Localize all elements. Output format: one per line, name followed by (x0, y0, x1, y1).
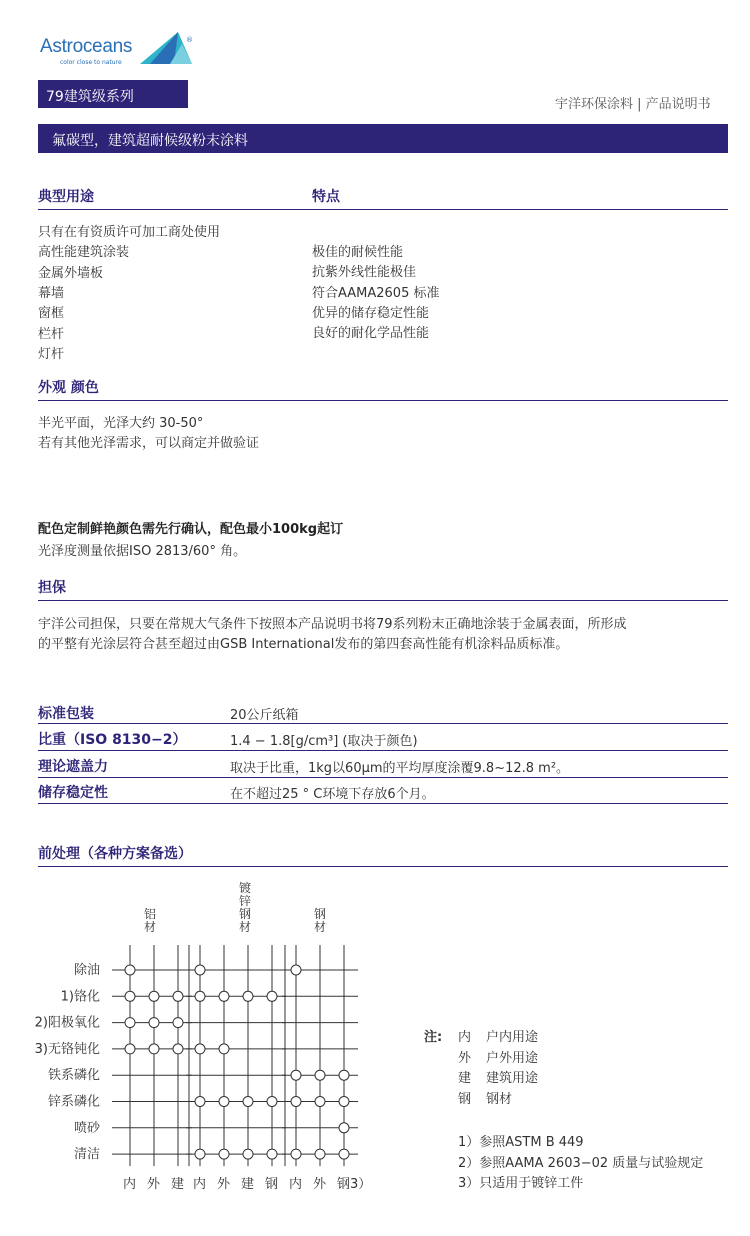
pretreatment-row-label: 喷砂 (73, 1120, 100, 1136)
treatment-mark (149, 1044, 159, 1054)
treatment-mark (173, 991, 183, 1001)
brand-name: Astroceans (40, 36, 133, 57)
material-header: 材 (238, 920, 252, 934)
treatment-mark (125, 1018, 135, 1028)
typical-use-item: 栏杆 (38, 326, 65, 342)
typical-use-item: 金属外墙板 (38, 265, 104, 281)
treatment-mark (195, 1097, 205, 1107)
treatment-mark (339, 1149, 349, 1159)
reference-item: 3）只适用于镀锌工件 (458, 1176, 584, 1191)
treatment-mark (291, 1070, 301, 1080)
appearance-line-2: 若有其他光泽需求，可以商定并做验证 (38, 436, 260, 451)
warranty-line-1: 宇洋公司担保，只要在常规大气条件下按照本产品说明书将79系列粉末正确地涂装于金属表面，所形成 (38, 617, 627, 632)
appearance-heading: 外观 颜色 (38, 380, 99, 396)
feature-item: 抗紫外线性能极佳 (312, 265, 417, 281)
legend-abbr: 外 (458, 1050, 472, 1066)
pretreatment-column-label: 建 (241, 1177, 255, 1193)
material-header: 钢 (313, 907, 327, 921)
treatment-mark (195, 991, 205, 1001)
legend-desc: 建筑用途 (486, 1071, 539, 1086)
series-badge (38, 80, 188, 108)
treatment-mark (219, 1097, 229, 1107)
treatment-mark (291, 965, 301, 975)
treatment-mark (149, 991, 159, 1001)
treatment-mark (315, 1149, 325, 1159)
feature-item: 良好的耐化学品性能 (312, 326, 430, 342)
notes-label: 注: (424, 1030, 443, 1045)
treatment-mark (173, 1018, 183, 1028)
treatment-mark (173, 1044, 183, 1054)
product-title: 氟碳型，建筑超耐候级粉末涂料 (52, 133, 248, 149)
pretreatment-row-label: 锌系磷化 (47, 1094, 100, 1110)
pretreatment-column-label: 钢 (265, 1177, 279, 1193)
typical-use-item: 灯杆 (38, 346, 65, 362)
pretreatment-column-label: 内 (123, 1177, 137, 1193)
pretreatment-row-label: 2)阳极氧化 (34, 1015, 100, 1031)
treatment-mark (243, 1149, 253, 1159)
features-heading: 特点 (312, 189, 340, 205)
treatment-mark (219, 1044, 229, 1054)
material-header: 锌 (238, 894, 252, 908)
legend-desc: 钢材 (486, 1091, 513, 1107)
treatment-mark (291, 1149, 301, 1159)
brand-logo (40, 30, 200, 70)
pretreatment-row-label: 3)无铬钝化 (34, 1041, 100, 1057)
brand-tagline: color close to nature (60, 59, 122, 66)
company-doc-label: 宇洋环保涂料 | 产品说明书 (555, 97, 711, 112)
pretreatment-column-label: 内 (193, 1177, 207, 1193)
legend-abbr: 内 (458, 1030, 472, 1045)
pretreatment-column-label: 建 (171, 1177, 185, 1193)
spec-value-coverage: 取决于比重，1kg以60μm的平均厚度涂覆9.8~12.8 m²。 (230, 761, 570, 776)
feature-item: 符合AAMA2605 标准 (312, 285, 440, 301)
material-header: 钢 (238, 907, 252, 921)
treatment-mark (339, 1097, 349, 1107)
treatment-mark (125, 1044, 135, 1054)
material-header: 铝 (143, 907, 157, 921)
feature-item: 优异的储存稳定性能 (312, 305, 430, 321)
material-header: 镀 (238, 881, 252, 895)
pretreatment-row-label: 铁系磷化 (47, 1068, 100, 1084)
treatment-mark (267, 1097, 277, 1107)
treatment-mark (243, 1097, 253, 1107)
pretreatment-matrix (0, 880, 420, 1200)
warranty-heading: 担保 (38, 580, 66, 596)
treatment-mark (315, 1070, 325, 1080)
legend-abbr: 钢 (458, 1091, 472, 1107)
legend-desc: 户内用途 (486, 1030, 539, 1045)
spec-key-coverage: 理论遮盖力 (38, 759, 108, 775)
logo-mark-icon (140, 30, 192, 66)
spec-key-density: 比重（ISO 8130−2） (38, 732, 187, 748)
pretreatment-column-label: 内 (289, 1177, 303, 1193)
treatment-mark (219, 1149, 229, 1159)
treatment-mark (195, 1044, 205, 1054)
legend-abbr: 建 (458, 1071, 472, 1086)
gloss-measure-note: 光泽度测量依据ISO 2813/60° 角。 (38, 544, 247, 559)
pretreatment-column-label: 外 (147, 1177, 161, 1193)
treatment-mark (267, 991, 277, 1001)
treatment-mark (339, 1123, 349, 1133)
spec-key-packaging: 标准包装 (38, 706, 94, 722)
spec-value-packaging: 20公斤纸箱 (230, 708, 299, 723)
material-header: 材 (143, 920, 157, 934)
appearance-line-1: 半光平面，光泽大约 30-50° (38, 416, 204, 431)
reference-item: 2）参照AAMA 2603−02 质量与试验规定 (458, 1155, 704, 1171)
pretreatment-column-label: 钢3） (337, 1177, 372, 1193)
treatment-mark (125, 991, 135, 1001)
treatment-mark (339, 1070, 349, 1080)
pretreatment-row-label: 清洁 (73, 1147, 100, 1163)
typical-use-item: 高性能建筑涂装 (38, 245, 130, 261)
legend-desc: 户外用途 (486, 1050, 539, 1066)
treatment-mark (195, 1149, 205, 1159)
registered-mark: ® (186, 36, 193, 44)
material-header: 材 (313, 920, 327, 934)
treatment-mark (291, 1097, 301, 1107)
product-title-bar (38, 124, 728, 153)
treatment-mark (219, 991, 229, 1001)
feature-item: 极佳的耐候性能 (312, 245, 404, 260)
reference-item: 1）参照ASTM B 449 (458, 1135, 584, 1150)
typical-use-heading: 典型用途 (38, 189, 94, 205)
typical-use-item: 幕墙 (38, 285, 65, 301)
pretreatment-column-label: 外 (313, 1177, 327, 1193)
pretreatment-row-label: 除油 (73, 963, 100, 978)
spec-key-storage: 储存稳定性 (38, 785, 108, 801)
treatment-mark (125, 965, 135, 975)
pretreatment-column-label: 外 (217, 1177, 231, 1193)
color-order-note: 配色定制鲜艳颜色需先行确认，配色最小100kg起订 (38, 522, 344, 537)
pretreatment-row-label: 1)铬化 (60, 989, 100, 1005)
pretreatment-heading: 前处理（各种方案备选） (38, 846, 192, 862)
treatment-mark (315, 1097, 325, 1107)
typical-use-item: 窗框 (38, 306, 65, 322)
treatment-mark (195, 965, 205, 975)
warranty-line-2: 的平整有光涂层符合甚至超过由GSB International发布的第四套高性能有机涂料品质标准。 (38, 637, 569, 652)
spec-value-density: 1.4 − 1.8[g/cm³] (取决于颜色) (230, 734, 418, 749)
treatment-mark (267, 1149, 277, 1159)
series-label: 79建筑级系列 (46, 89, 134, 105)
treatment-mark (149, 1018, 159, 1028)
spec-value-storage: 在不超过25 ° C环境下存放6个月。 (230, 787, 435, 802)
typical-use-item: 只有在有资质许可加工商处使用 (38, 225, 221, 240)
treatment-mark (243, 991, 253, 1001)
